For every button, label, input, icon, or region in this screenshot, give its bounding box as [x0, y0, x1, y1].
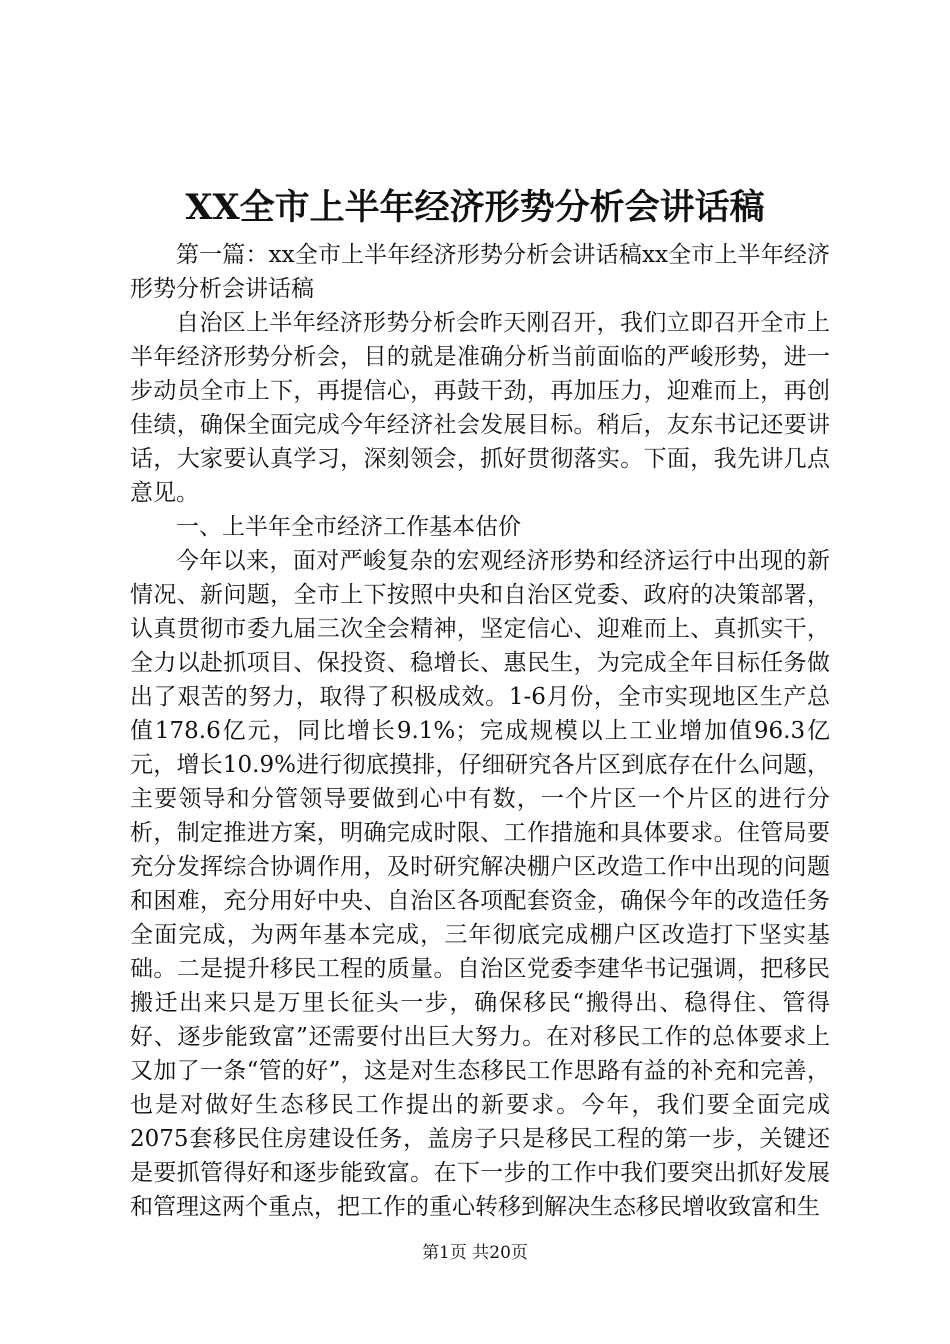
- document-body: [130, 238, 830, 1224]
- paragraph-intro: 自治区上半年经济形势分析会昨天刚召开，我们立即召开全市上半年经济形势分析会，目的就是准确分析当前面临的严峻形势，进一步动员全市上下，再提信心，再鼓干劲，再加压力，迎难而上，再创佳绩，确保全面完成今年经济社会发展目标。稍后，友东书记还要讲话，大家要认真学习，深刻领会，抓好贯彻落实。下面，我先讲几点意见。: [130, 310, 830, 506]
- paragraph-main: 今年以来，面对严峻复杂的宏观经济形势和经济运行中出现的新情况、新问题，全市上下按照中央和自治区党委、政府的决策部署，认真贯彻市委九届三次全会精神，坚定信心、迎难而上、真抓实干，全力以赴抓项目、保投资、稳增长、惠民生，为完成全年目标任务做出了艰苦的努力，取得了积极成效。1-6月份，全市实现地区生产总值178.6亿元，同比增长9.1%；完成规模以上工业增加值96.3亿元，增长10.9%进行彻底摸排，仔细研究各片区到底存在什么问题，主要领导和分管领导要做到心中有数，一个片区一个片区的进行分析，制定推进方案，明确完成时限、工作措施和具体要求。住管局要充分发挥综合协调作用，及时研究解决棚户区改造工作中出现的问题和困难，充分用好中央、自治区各项配套资金，确保今年的改造任务全面完成，为两年基本完成，三年彻底完成棚户区改造打下坚实基础。二是提升移民工程的质量。自治区党委李建华书记强调，把移民搬迁出来只是万里长征头一步，确保移民“搬得出、稳得住、管得好、逐步能致富”还需要付出巨大努力。在对移民工作的总体要求上又加了一条“管的好”，这是对生态移民工作思路有益的补充和完善，也是对做好生态移民工作提出的新要求。今年，我们要全面完成2075套移民住房建设任务，盖房子只是移民工程的第一步，关键还是要抓管得好和逐步能致富。在下一步的工作中我们要突出抓好发展和管理这两个重点，把工作的重心转移到解决生态移民增收致富和生: [130, 548, 830, 1220]
- page-footer: 第1页 共20页: [422, 1243, 528, 1263]
- paragraph-part-heading: 第一篇：xx全市上半年经济形势分析会讲话稿xx全市上半年经济形势分析会讲话稿: [130, 242, 830, 302]
- document-title: XX全市上半年经济形势分析会讲话稿: [185, 187, 765, 228]
- section-heading: 一、上半年全市经济工作基本估价: [176, 514, 521, 540]
